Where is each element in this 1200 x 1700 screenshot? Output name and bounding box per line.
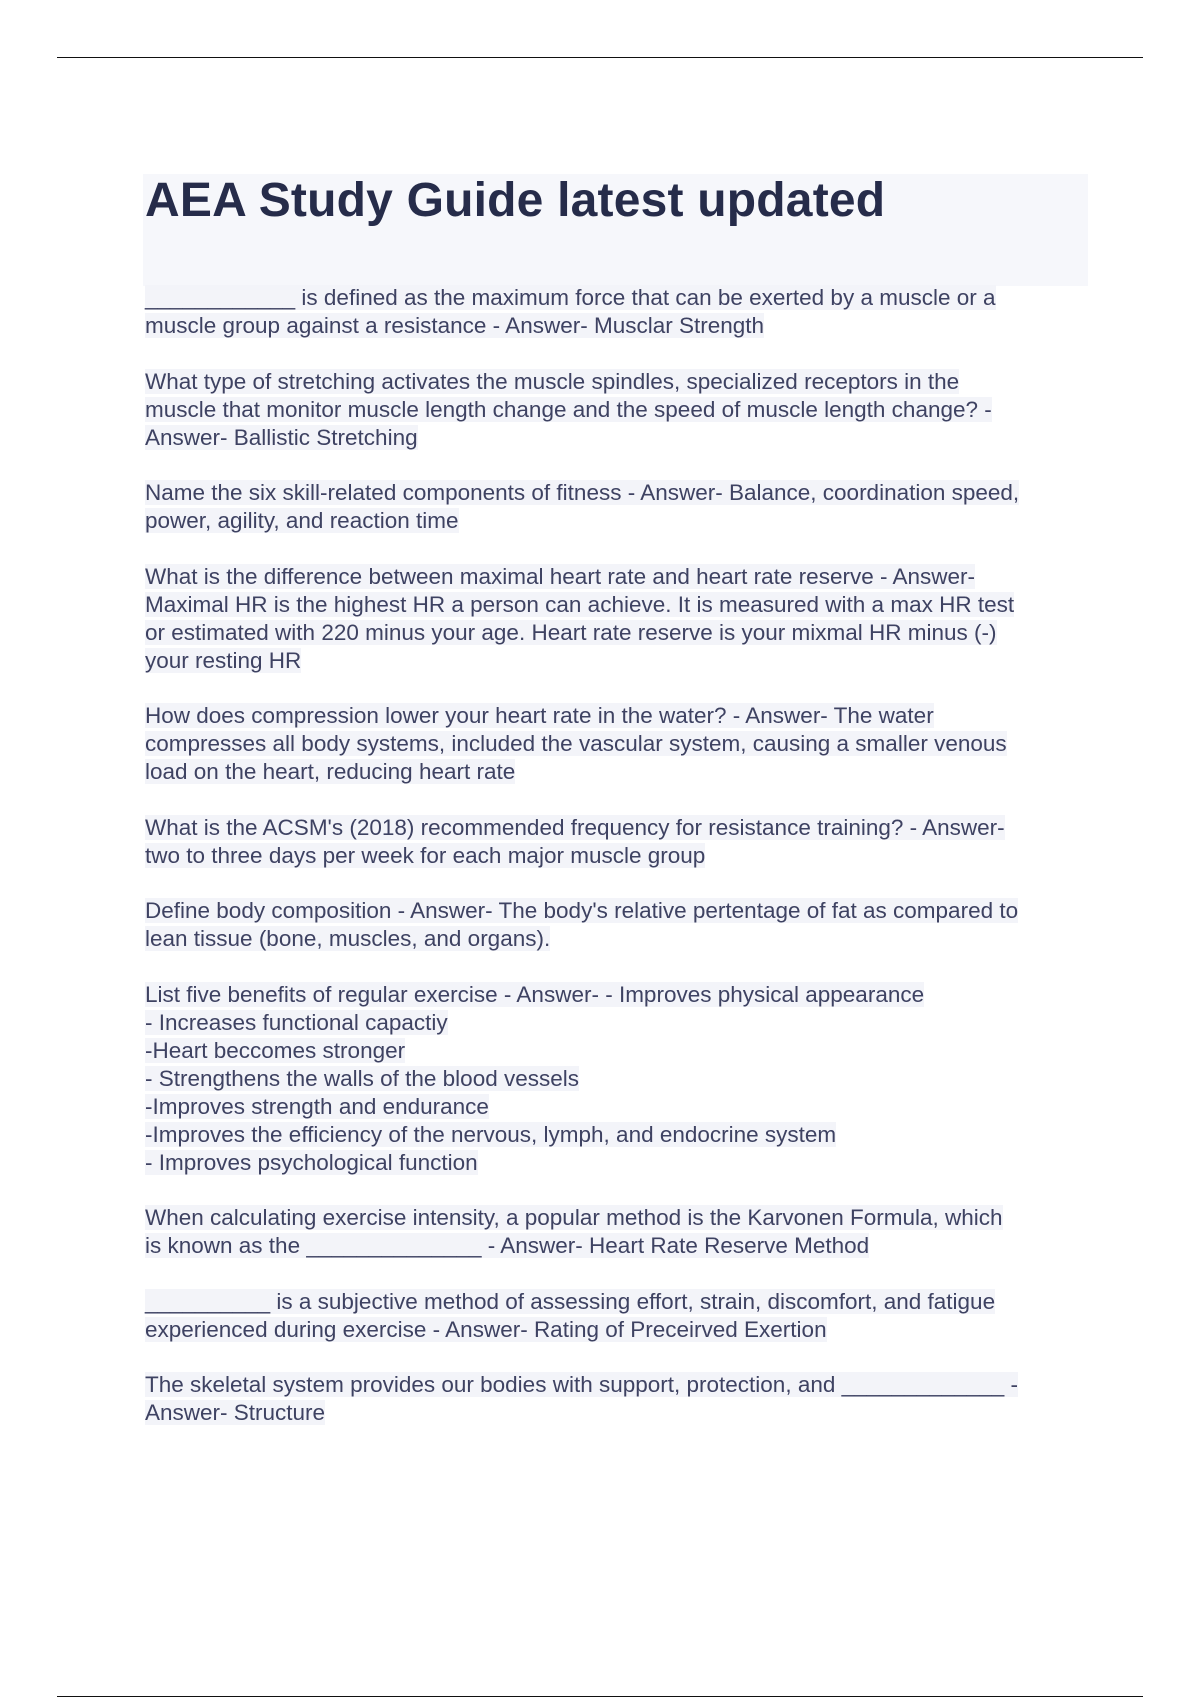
qa-text: What is the difference between maximal heart rate and heart rate reserve - Answer- Maximal HR is the highest HR a person can achieve. It is measured with a max HR test or estimated with 220 minus your age. Heart rate reserve is your mixmal HR minus (-) your resting HR (145, 563, 1015, 673)
qa-item (145, 702, 1090, 786)
qa-item (145, 368, 1090, 452)
qa-item (145, 479, 1090, 535)
qa-list (145, 284, 1090, 1455)
footer-rule (57, 1696, 1143, 1697)
qa-text: Define body composition - Answer- The body's relative pertentage of fat as compared to lean tissue (bone, muscles, and organs). (145, 898, 1019, 951)
document-title: AEA Study Guide latest updated (145, 174, 886, 227)
qa-item (145, 563, 1090, 675)
qa-text: How does compression lower your heart rate in the water? - Answer- The water compresses all body systems, included the vascular system, causing a smaller venous load on the heart, reducing heart rate (145, 703, 1007, 784)
qa-item (145, 1288, 1090, 1344)
qa-item (145, 284, 1090, 340)
qa-text: What type of stretching activates the muscle spindles, specialized receptors in the muscle that monitor muscle length change and the speed of muscle length change? - Answer- Ballistic Stretching (145, 368, 992, 450)
qa-text: Name the six skill-related components of fitness - Answer- Balance, coordination speed, power, agility, and reaction time (145, 480, 1020, 533)
qa-item (145, 1371, 1090, 1427)
qa-text: When calculating exercise intensity, a popular method is the Karvonen Formula, which is known as the ______________ - Answer- Heart Rate Reserve Method (145, 1205, 1003, 1258)
qa-text: ____________ is defined as the maximum force that can be exerted by a muscle or a muscle group against a resistance - Answer- Musclar Strength (145, 285, 996, 338)
header-rule (57, 57, 1143, 58)
qa-item (145, 981, 1090, 1177)
qa-item (145, 1204, 1090, 1260)
qa-text: List five benefits of regular exercise - Answer- - Improves physical appearance - Increases functional capactiy -Heart beccomes stronger - Strengthens the walls of the blood vessels -Improves strength and endurance -Improves the efficiency of the nervous, lymph, and endocrine system - Improves psychological function (145, 981, 925, 1175)
qa-text: __________ is a subjective method of assessing effort, strain, discomfort, and fatigue experienced during exercise - Answer- Rating of Preceirved Exertion (145, 1288, 996, 1342)
qa-item (145, 814, 1090, 870)
qa-text: The skeletal system provides our bodies with support, protection, and _____________ - Answer- Structure (145, 1372, 1019, 1425)
qa-text: What is the ACSM's (2018) recommended frequency for resistance training? - Answer- two to three days per week for each major muscle group (145, 814, 1005, 868)
qa-item (145, 897, 1090, 953)
